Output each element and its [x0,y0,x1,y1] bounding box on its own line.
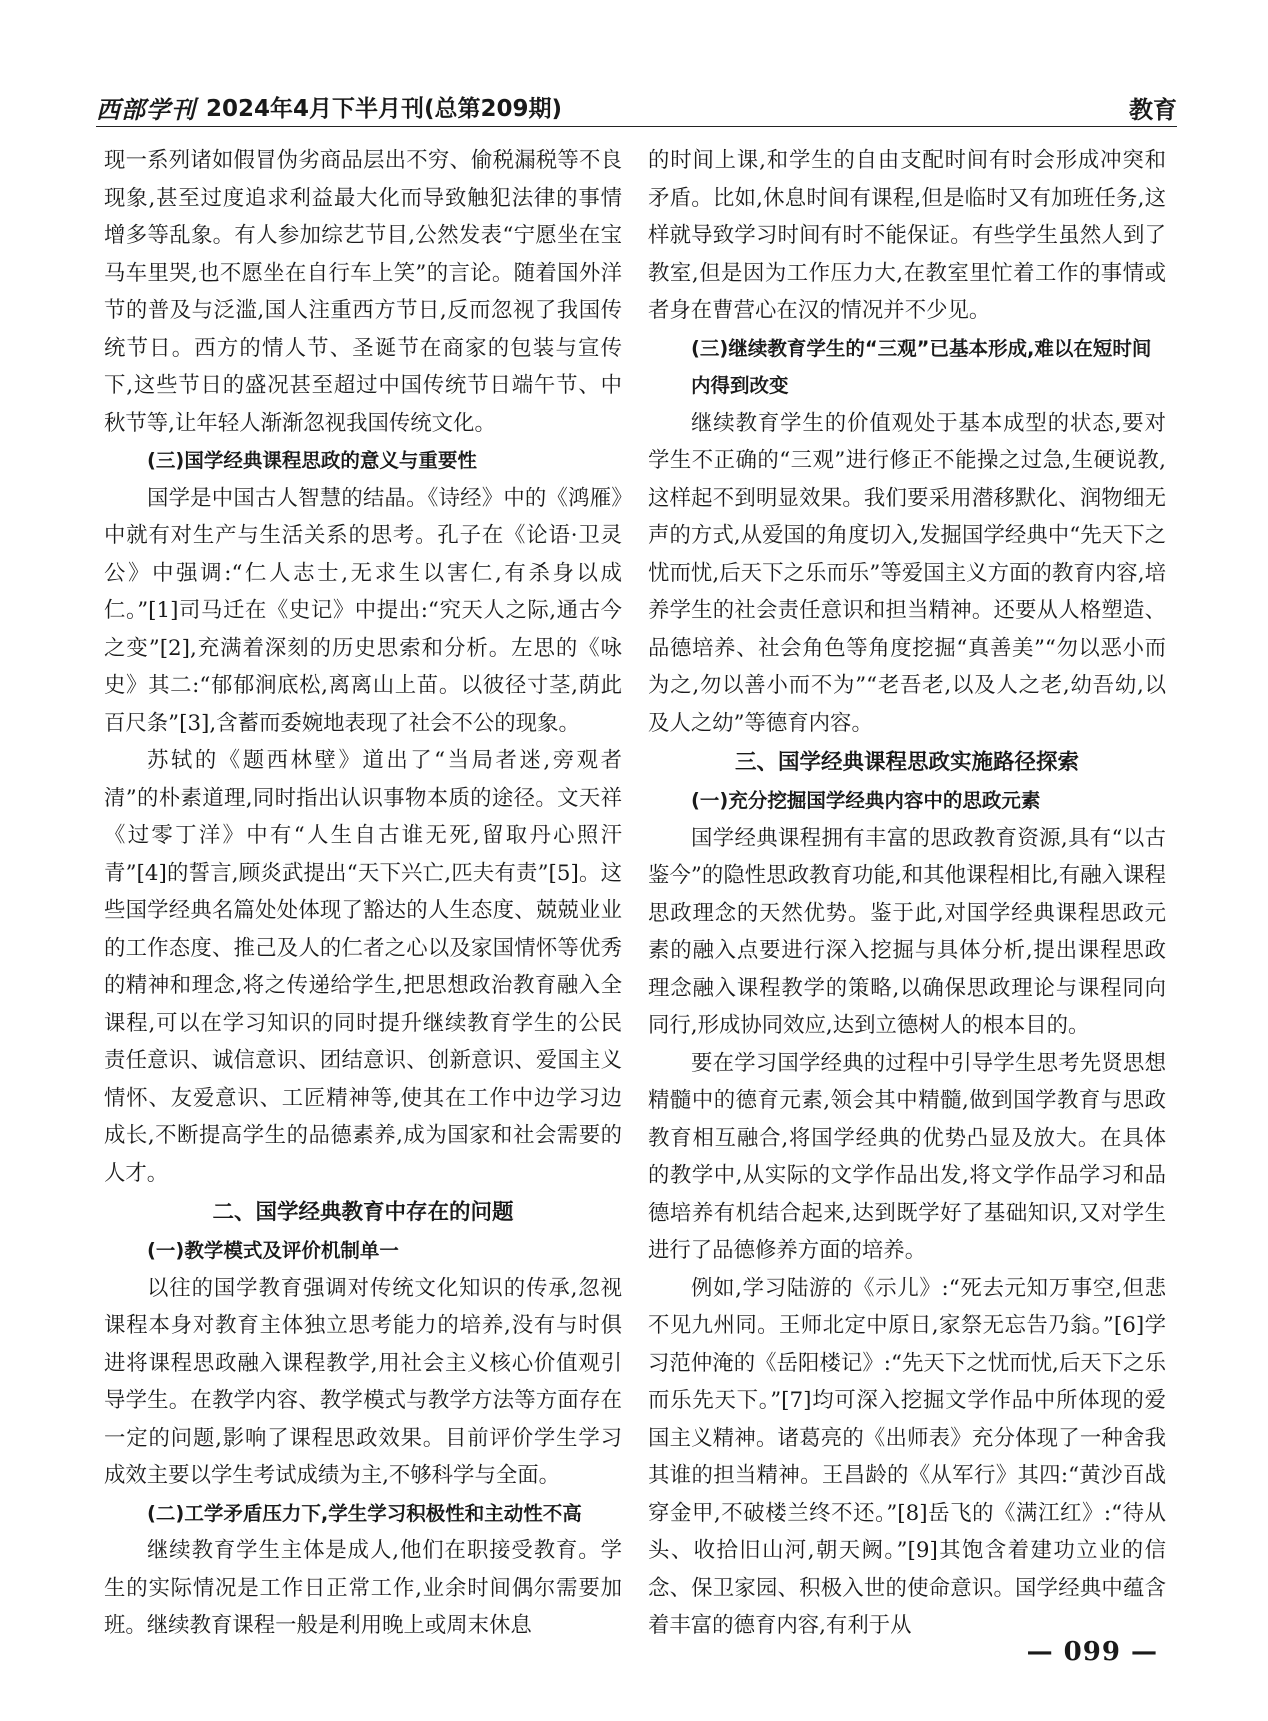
issue-info: 2024年4月下半月刊(总第209期) [206,96,563,122]
body-paragraph: 的时间上课,和学生的自由支配时间有时会形成冲突和矛盾。比如,休息时间有课程,但是临时又有加班任务,这样就导致学习时间有时不能保证。有些学生虽然人到了教室,但是因为工作压力大,在教室里忙着工作的事情或者身在曹营心在汉的情况并不少见。 [648,148,1166,323]
section-heading: 二、国学经典教育中存在的问题 [212,1200,514,1225]
page-number: — 099 — [1026,1637,1158,1667]
subsection-heading: (三)继续教育学生的“三观”已基本形成,难以在短时间内得到改变 [691,336,1152,397]
subsection-heading: (一)教学模式及评价机制单一 [147,1239,399,1262]
left-column [104,142,622,1645]
subsection-heading: (一)充分挖掘国学经典内容中的思政元素 [691,789,1041,812]
body-paragraph: 继续教育学生的价值观处于基本成型的状态,要对学生不正确的“三观”进行修正不能操之过急,生硬说教,这样起不到明显效果。我们要采用潜移默化、润物细无声的方式,从爱国的角度切入,发掘国学经典中“先天下之忧而忧,后天下之乐而乐”等爱国主义方面的教育内容,培养学生的社会责任意识和担当精神。还要从人格塑造、品德培养、社会角色等角度挖掘“真善美”“勿以恶小而为之,勿以善小而不为”“老吾老,以及人之老,幼吾幼,以及人之幼”等德育内容。 [648,410,1166,736]
body-paragraph: 国学是中国古人智慧的结晶。《诗经》中的《鸿雁》中就有对生产与生活关系的思考。孔子在《论语·卫灵公》中强调:“仁人志士,无求生以害仁,有杀身以成仁。”[1]司马迁在《史记》中提出:“究天人之际,通古今之变”[2],充满着深刻的历史思索和分析。左思的《咏史》其二:“郁郁涧底松,离离山上苗。以彼径寸茎,荫此百尺条”[3],含蓄而委婉地表现了社会不公的现象。 [104,485,622,736]
body-paragraph: 国学经典课程拥有丰富的思政教育资源,具有“以古鉴今”的隐性思政教育功能,和其他课程相比,有融入课程思政理念的天然优势。鉴于此,对国学经典课程思政元素的融入点要进行深入挖掘与具体分析,提出课程思政理念融入课程教学的策略,以确保思政理论与课程同向同行,形成协同效应,达到立德树人的根本目的。 [648,825,1166,1038]
section-heading: 三、国学经典课程思政实施路径探索 [734,750,1079,775]
body-paragraph: 以往的国学教育强调对传统文化知识的传承,忽视课程本身对教育主体独立思考能力的培养,没有与时俱进将课程思政融入课程教学,用社会主义核心价值观引导学生。在教学内容、教学模式与教学方法等方面存在一定的问题,影响了课程思政效果。目前评价学生学习成效主要以学生考试成绩为主,不够科学与全面。 [104,1275,622,1488]
body-paragraph: 苏轼的《题西林壁》道出了“当局者迷,旁观者清”的朴素道理,同时指出认识事物本质的途径。文天祥《过零丁洋》中有“人生自古谁无死,留取丹心照汗青”[4]的誓言,顾炎武提出“天下兴亡,匹夫有责”[5]。这些国学经典名篇处处体现了豁达的人生态度、兢兢业业的工作态度、推己及人的仁者之心以及家国情怀等优秀的精神和理念,将之传递给学生,把思想政治教育融入全课程,可以在学习知识的同时提升继续教育学生的公民责任意识、诚信意识、团结意识、创新意识、爱国主义情怀、友爱意识、工匠精神等,使其在工作中边学习边成长,不断提高学生的品德素养,成为国家和社会需要的人才。 [104,748,622,1186]
right-column [648,142,1166,1645]
body-paragraph: 例如,学习陆游的《示儿》:“死去元知万事空,但悲不见九州同。王师北定中原日,家祭无忘告乃翁。”[6]学习范仲淹的《岳阳楼记》:“先天下之忧而忧,后天下之乐而乐先天下。”[7]均可深入挖掘文学作品中所体现的爱国主义精神。诸葛亮的《出师表》充分体现了一种舍我其谁的担当精神。王昌龄的《从军行》其四:“黄沙百战穿金甲,不破楼兰终不还。”[8]岳飞的《满江红》:“待从头、收拾旧山河,朝天阙。”[9]其饱含着建功立业的信念、保卫家园、积极入世的使命意识。国学经典中蕴含着丰富的德育内容,有利于从 [648,1275,1166,1638]
running-header [96,84,1177,124]
journal-logo: 西部学刊 [96,95,196,124]
body-paragraph: 现一系列诸如假冒伪劣商品层出不穷、偷税漏税等不良现象,甚至过度追求利益最大化而导致触犯法律的事情增多等乱象。有人参加综艺节目,公然发表“宁愿坐在宝马车里哭,也不愿坐在自行车上笑”的言论。随着国外洋节的普及与泛滥,国人注重西方节日,反而忽视了我国传统节日。西方的情人节、圣诞节在商家的包装与宣传下,这些节日的盛况甚至超过中国传统节日端午节、中秋节等,让年轻人渐渐忽视我国传统文化。 [104,148,622,436]
body-paragraph: 继续教育学生主体是成人,他们在职接受教育。学生的实际情况是工作日正常工作,业余时间偶尔需要加班。继续教育课程一般是利用晚上或周末休息 [104,1538,622,1638]
section-label: 教育 [1129,96,1177,124]
body-paragraph: 要在学习国学经典的过程中引导学生思考先贤思想精髓中的德育元素,领会其中精髓,做到国学教育与思政教育相互融合,将国学经典的优势凸显及放大。在具体的教学中,从实际的文学作品出发,将文学作品学习和品德培养有机结合起来,达到既学好了基础知识,又对学生进行了品德修养方面的培养。 [648,1050,1166,1263]
subsection-heading: (三)国学经典课程思政的意义与重要性 [147,449,477,472]
header-rule [96,126,1177,127]
subsection-heading: (二)工学矛盾压力下,学生学习积极性和主动性不高 [147,1501,582,1525]
